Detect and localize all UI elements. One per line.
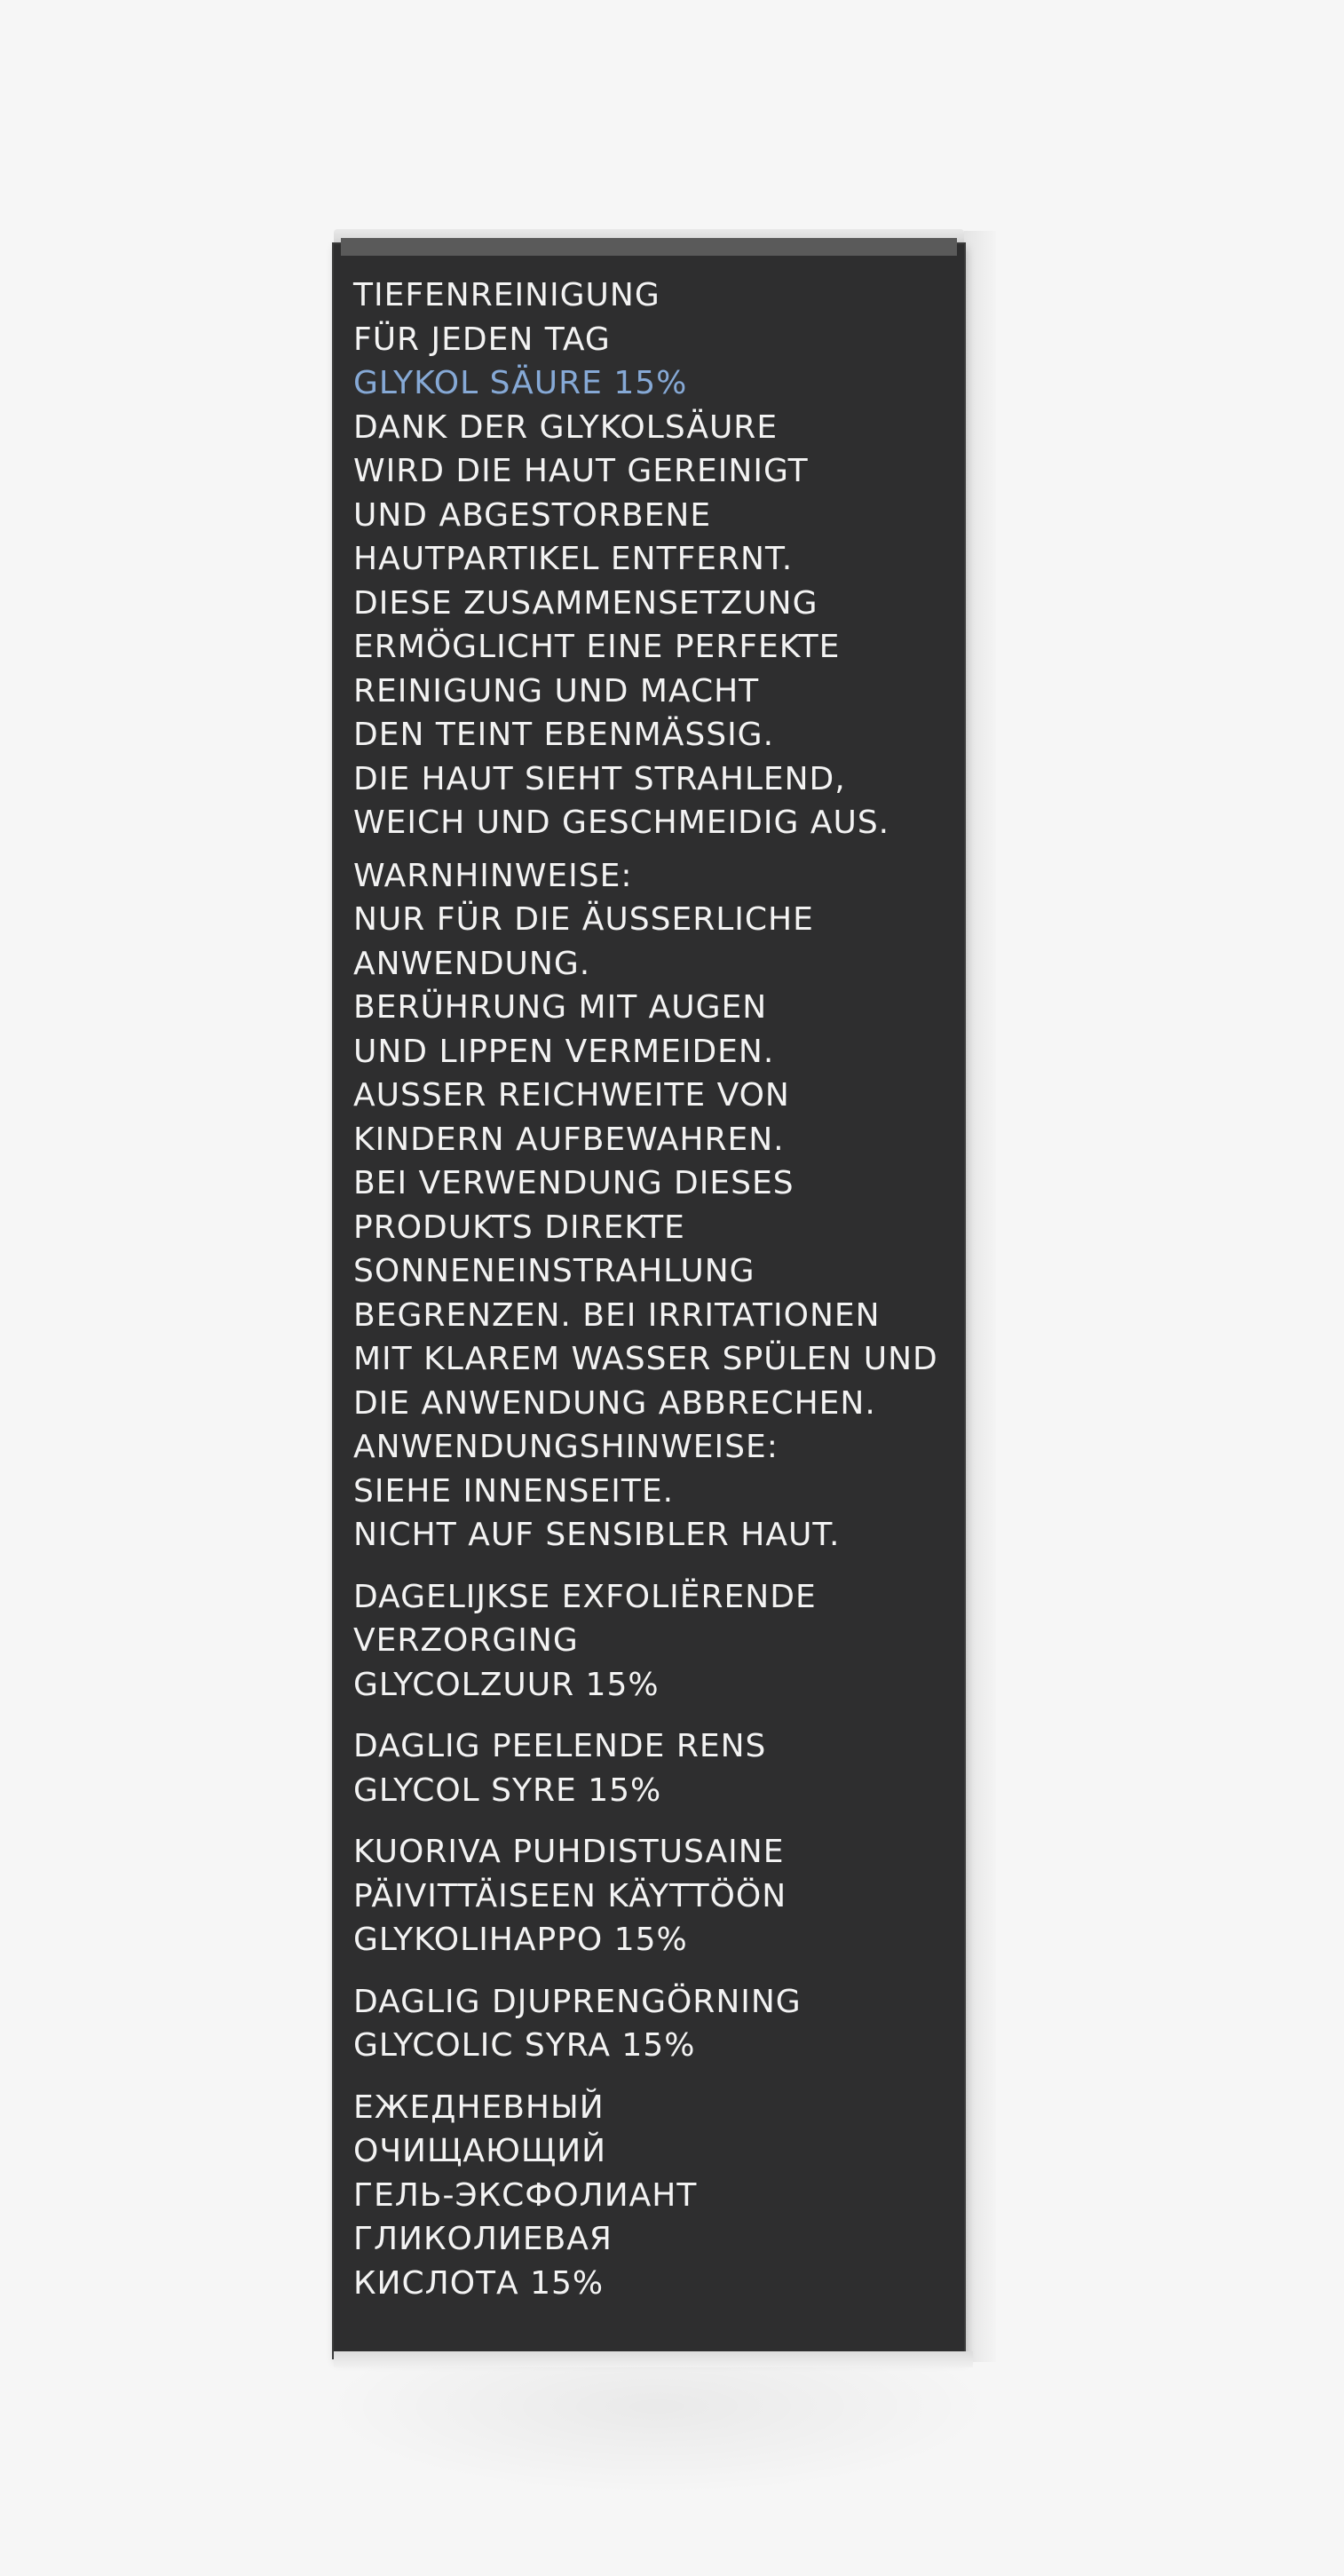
spacer (353, 1812, 957, 1830)
russian-line: ГЛИКОЛИЕВАЯ (353, 2221, 613, 2257)
description-line: DANK DER GLYKOLSÄURE (353, 408, 779, 446)
warning-line: NUR FÜR DIE ÄUSSERLICHE (353, 901, 814, 938)
box-lid-shadow (341, 238, 957, 256)
danish-line: DAGLIG PEELENDE RENS (353, 1728, 767, 1764)
warning-line: BERÜHRUNG MIT AUGEN (353, 989, 768, 1026)
warning-line: SONNENEINSTRAHLUNG (353, 1253, 755, 1289)
dutch-line: GLYCOLZUUR 15% (353, 1666, 660, 1703)
spacer (353, 1557, 957, 1575)
warning-line: ANWENDUNGSHINWEISE: (353, 1429, 779, 1465)
warning-line: DIE ANWENDUNG ABBRECHEN. (353, 1384, 876, 1422)
description-line: HAUTPARTIKEL ENTFERNT. (353, 541, 794, 577)
russian-line: КИСЛОТА 15% (353, 2264, 605, 2302)
spacer (353, 1962, 957, 1980)
description-line: DIESE ZUSAMMENSETZUNG (353, 584, 818, 622)
warning-line: AUSSER REICHWEITE VON (353, 1077, 790, 1114)
packaging-text (353, 273, 957, 2305)
warning-line: ANWENDUNG. (353, 945, 591, 982)
swedish-line: GLYCOLIC SYRA 15% (353, 2027, 696, 2064)
warning-line: WARNHINWEISE: (353, 857, 633, 894)
description-line: UND ABGESTORBENE (353, 496, 712, 534)
description-line: WEICH UND GESCHMEIDIG AUS. (353, 805, 890, 841)
russian-line: ОЧИЩАЮЩИЙ (353, 2133, 607, 2169)
box-bottom-lip (334, 2351, 973, 2367)
warning-line: MIT KLAREM WASSER SPÜLEN UND (353, 1341, 938, 1377)
warning-line: BEI VERWENDUNG DIESES (353, 1165, 795, 1201)
accent-line: GLYKOL SÄURE 15% (353, 365, 688, 401)
warning-line: BEGRENZEN. BEI IRRITATIONEN (353, 1296, 881, 1334)
dutch-line: DAGELIJKSE EXFOLIËRENDE (353, 1578, 817, 1615)
finnish-line: GLYKOLIHAPPO 15% (353, 1922, 688, 1958)
warning-line: PRODUKTS DIREKTE (353, 1209, 685, 1246)
dutch-line: VERZORGING (353, 1622, 579, 1659)
spacer (353, 845, 957, 854)
box-side-edge (964, 231, 996, 2362)
warning-line: UND LIPPEN VERMEIDEN. (353, 1033, 775, 1070)
warning-line: KINDERN AUFBEWAHREN. (353, 1121, 785, 1158)
description-line: ERMÖGLICHT EINE PERFEKTE (353, 629, 841, 665)
russian-line: ГЕЛЬ-ЭКСФОЛИАНТ (353, 2176, 698, 2214)
danish-line: GLYCOL SYRE 15% (353, 1771, 662, 1809)
warning-line: SIEHE INNENSEITE. (353, 1472, 675, 1510)
spacer (353, 2068, 957, 2086)
heading-line: FÜR JEDEN TAG (353, 321, 611, 358)
finnish-line: KUORIVA PUHDISTUSAINE (353, 1834, 785, 1870)
description-line: DIE HAUT SIEHT STRAHLEND, (353, 760, 846, 797)
heading-line: TIEFENREINIGUNG (353, 277, 660, 313)
warning-line: NICHT AUF SENSIBLER HAUT. (353, 1517, 841, 1553)
description-line: REINIGUNG UND MACHT (353, 672, 760, 709)
swedish-line: DAGLIG DJUPRENGÖRNING (353, 1983, 802, 2020)
russian-line: ЕЖЕДНЕВНЫЙ (353, 2089, 605, 2126)
description-line: DEN TEINT EBENMÄSSIG. (353, 717, 775, 753)
spacer (353, 1707, 957, 1724)
description-line: WIRD DIE HAUT GEREINIGT (353, 453, 809, 489)
finnish-line: PÄIVITTÄISEEN KÄYTTÖÖN (353, 1877, 787, 1914)
